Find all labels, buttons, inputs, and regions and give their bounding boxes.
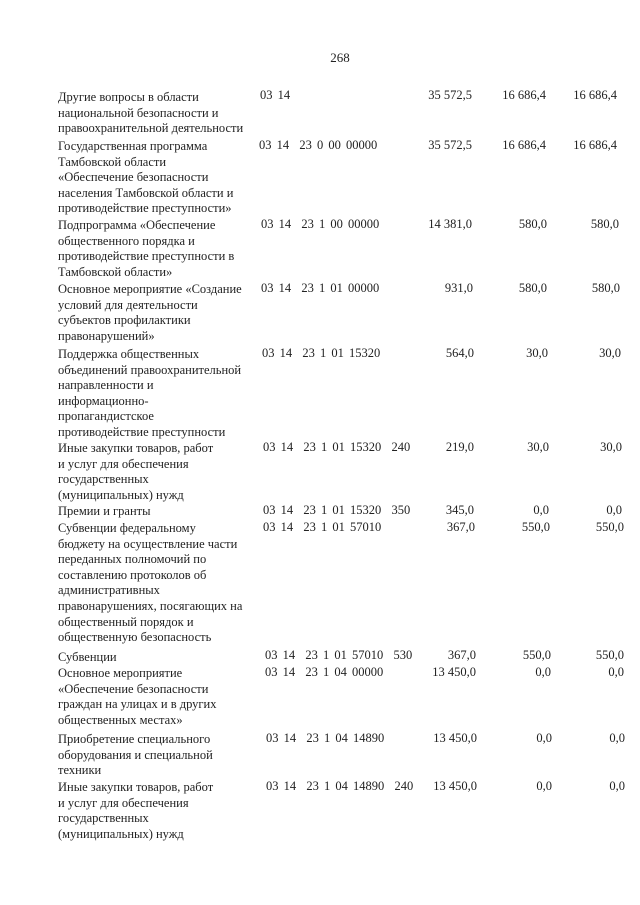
row-name: Иные закупки товаров, работ и услуг для обеспечения государственных (муниципальных) нужд (58, 780, 214, 841)
amount-year-1: 931,0 (444, 281, 473, 295)
amount-year-3: 0,0 (608, 665, 624, 679)
amount-year-3: 580,0 (591, 281, 620, 295)
amount-year-3: 16 686,4 (573, 88, 617, 102)
row-codes: 03 14 23 1 01 15320 240 (263, 440, 411, 454)
amount-year-2: 30,0 (526, 346, 548, 360)
amount-year-1: 13 450,0 (432, 665, 476, 679)
amount-year-2: 0,0 (536, 731, 552, 745)
amount-year-2: 580,0 (518, 281, 547, 295)
amount-year-3: 16 686,4 (573, 138, 617, 152)
row-codes: 03 14 23 1 04 00000 (265, 665, 384, 679)
row-name: Иные закупки товаров, работ и услуг для обеспечения государственных (муниципальных) нужд (58, 441, 214, 502)
row-codes: 03 14 23 1 01 15320 350 (263, 503, 411, 517)
amount-year-3: 30,0 (599, 346, 621, 360)
row-codes: 03 14 23 0 00 00000 (259, 138, 378, 152)
row-codes: 03 14 23 1 04 14890 (266, 731, 385, 745)
amount-year-1: 345,0 (445, 503, 474, 517)
row-name: Субвенции федеральному бюджету на осуществление части переданных полномочий по составлению протоколов об административных правонарушениях, посягающих на общественный порядок и общественную безопасность (58, 521, 243, 645)
row-codes: 03 14 23 1 04 14890 240 (266, 779, 414, 793)
amount-year-3: 0,0 (606, 503, 622, 517)
amount-year-2: 0,0 (536, 779, 552, 793)
amount-year-2: 550,0 (521, 520, 550, 534)
row-name: Подпрограмма «Обеспечение общественного порядка и противодействие преступности в Тамбовской области» (58, 218, 235, 279)
row-codes: 03 14 (260, 88, 291, 102)
amount-year-3: 30,0 (600, 440, 622, 454)
page-number: 268 (330, 50, 350, 65)
row-codes: 03 14 23 1 01 57010 530 (265, 648, 413, 662)
amount-year-2: 16 686,4 (502, 88, 546, 102)
amount-year-2: 0,0 (533, 503, 549, 517)
amount-year-2: 580,0 (518, 217, 547, 231)
amount-year-2: 30,0 (527, 440, 549, 454)
amount-year-1: 35 572,5 (428, 88, 472, 102)
amount-year-3: 0,0 (609, 779, 625, 793)
amount-year-1: 13 450,0 (433, 731, 477, 745)
amount-year-2: 16 686,4 (502, 138, 546, 152)
row-codes: 03 14 23 1 01 15320 (262, 346, 381, 360)
amount-year-2: 550,0 (522, 648, 551, 662)
amount-year-1: 367,0 (447, 648, 476, 662)
amount-year-3: 0,0 (609, 731, 625, 745)
amount-year-3: 550,0 (595, 520, 624, 534)
amount-year-1: 13 450,0 (433, 779, 477, 793)
amount-year-1: 14 381,0 (428, 217, 472, 231)
amount-year-2: 0,0 (535, 665, 551, 679)
amount-year-1: 564,0 (445, 346, 474, 360)
amount-year-3: 550,0 (595, 648, 624, 662)
amount-year-3: 580,0 (590, 217, 619, 231)
row-codes: 03 14 23 1 01 57010 (263, 520, 382, 534)
row-name: Другие вопросы в области национальной безопасности и правоохранительной деятельности (58, 90, 244, 136)
amount-year-1: 35 572,5 (428, 138, 472, 152)
row-name: Поддержка общественных объединений правоохранительной направленности и информационно- пропагандистское противодействие преступности (58, 347, 242, 439)
row-name: Государственная программа Тамбовской области «Обеспечение безопасности населения Тамбовской области и противодействие преступности» (58, 139, 234, 216)
amount-year-1: 367,0 (446, 520, 475, 534)
amount-year-1: 219,0 (445, 440, 474, 454)
row-name: Субвенции (58, 650, 117, 664)
row-name: Основное мероприятие «Обеспечение безопасности граждан на улицах и в других общественных местах» (58, 666, 217, 727)
row-codes: 03 14 23 1 00 00000 (261, 217, 380, 231)
row-name: Премии и гранты (58, 504, 151, 518)
row-codes: 03 14 23 1 01 00000 (261, 281, 380, 295)
row-name: Приобретение специального оборудования и специальной техники (58, 732, 213, 778)
row-name: Основное мероприятие «Создание условий для деятельности субъектов профилактики правонарушений» (58, 282, 242, 343)
